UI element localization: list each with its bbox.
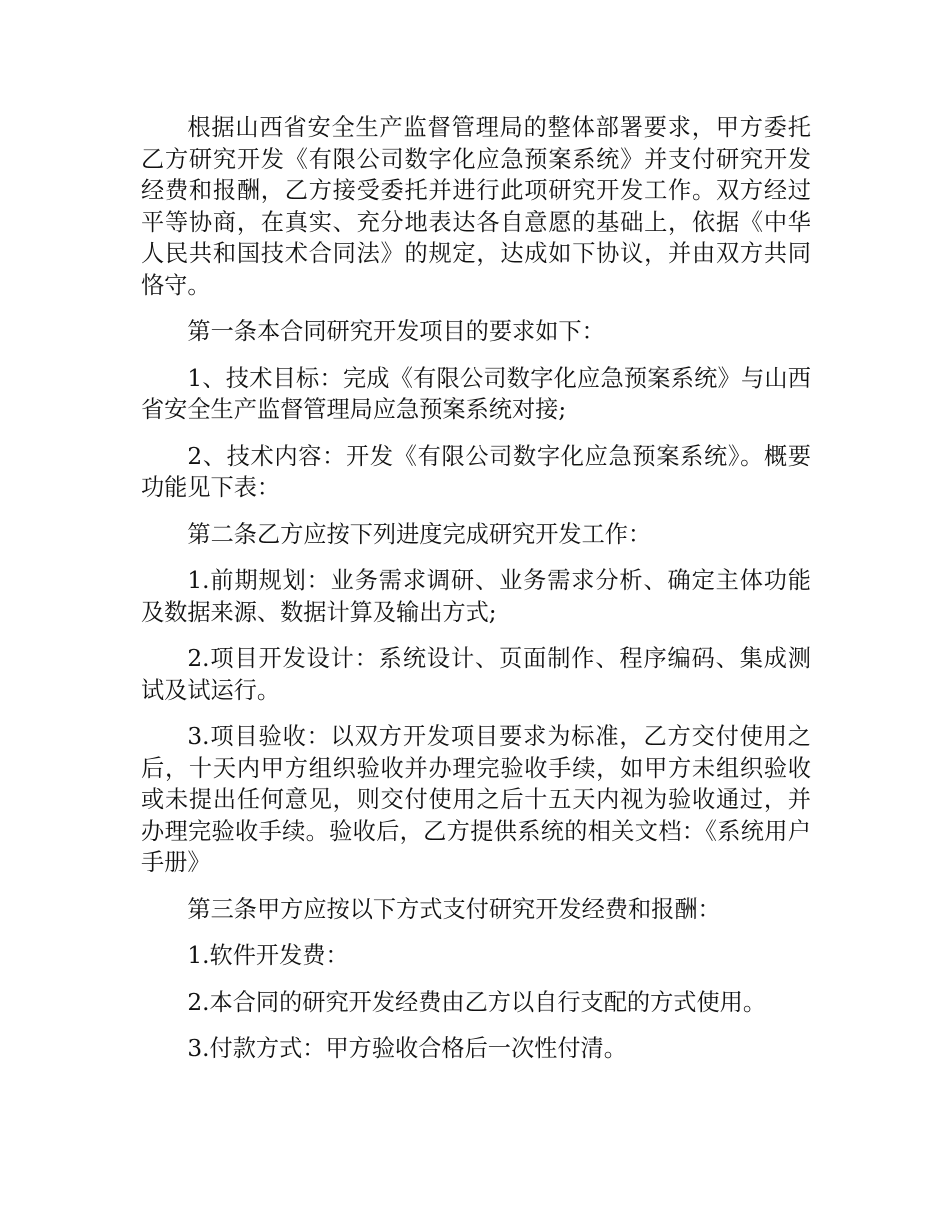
article-3-item-1: 1.软件开发费： (187, 942, 349, 969)
article-2-item-2: 2.项目开发设计：系统设计、页面制作、程序编码、集成测试及试运行。 (141, 645, 811, 704)
intro-paragraph: 根据山西省安全生产监督管理局的整体部署要求，甲方委托乙方研究开发《有限公司数字化应急预案系统》并支付研究开发经费和报酬，乙方接受委托并进行此项研究开发工作。双方经过平等协商，在真实、充分地表达各自意愿的基础上，依据《中华人民共和国技术合同法》的规定，达成如下协议，并由双方共同恪守。 (141, 114, 811, 299)
article-1-item-2: 2、技术内容：开发《有限公司数字化应急预案系统》。概要功能见下表： (141, 442, 811, 501)
article-3-item-3: 3.付款方式：甲方验收合格后一次性付清。 (187, 1035, 627, 1062)
article-2-item-3: 3.项目验收：以双方开发项目要求为标准，乙方交付使用之后，十天内甲方组织验收并办理完验收手续，如甲方未组织验收或未提出任何意见，则交付使用之后十五天内视为验收通过，并办理完验收手续。验收后，乙方提供系统的相关文档：《系统用户手册》 (141, 723, 811, 876)
article-1-item-1: 1、技术目标：完成《有限公司数字化应急预案系统》与山西省安全生产监督管理局应急预案系统对接; (141, 364, 811, 423)
article-3-heading: 第三条甲方应按以下方式支付研究开发经费和报酬： (187, 895, 721, 923)
article-1-heading: 第一条本合同研究开发项目的要求如下： (187, 318, 605, 345)
article-2-heading: 第二条乙方应按下列进度完成研究开发工作： (187, 520, 652, 548)
document-body (141, 112, 811, 1080)
article-2-item-1: 1.前期规划：业务需求调研、业务需求分析、确定主体功能及数据来源、数据计算及输出方式; (141, 567, 811, 626)
article-3-item-2: 2.本合同的研究开发经费由乙方以自行支配的方式使用。 (187, 988, 767, 1016)
